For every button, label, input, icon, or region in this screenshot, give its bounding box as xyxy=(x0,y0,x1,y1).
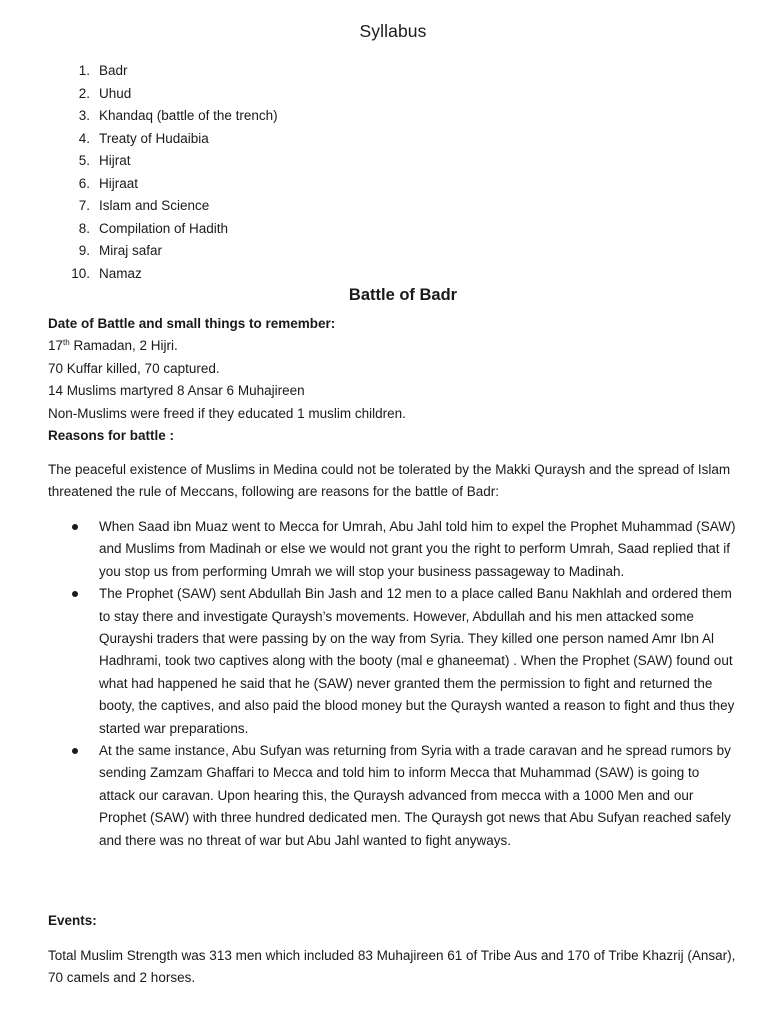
list-number: 5. xyxy=(78,153,90,168)
list-item-text: Uhud xyxy=(99,85,132,101)
list-item xyxy=(60,83,278,106)
list-item xyxy=(48,583,738,740)
fact-date xyxy=(48,335,738,357)
fact-casualties: 70 Kuffar killed, 70 captured. xyxy=(48,360,220,376)
list-item-text: Treaty of Hudaibia xyxy=(99,130,209,146)
list-number: 10. xyxy=(71,265,90,281)
list-number: 9. xyxy=(78,243,90,258)
list-item-text: Hijraat xyxy=(99,175,139,191)
facts-block xyxy=(48,313,738,447)
bullet-text: At the same instance, Abu Sufyan was returning from Syria with a trade caravan and he spread rumors by sending Zamzam Ghaffari to Mecca and told him to inform Mecca that Muhammad (SAW) is going to attack our caravan. Upon hearing this, the Quraysh advanced from mecca with a 1000 Men and our Prophet (SAW) with three hundred dedicated men. The Quraysh got news that Abu Sufyan reached safely and there was no threat of war but Abu Jahl wanted to fight anyways. xyxy=(99,743,731,848)
fact-date-rest: Ramadan, 2 Hijri. xyxy=(69,338,178,354)
list-item xyxy=(60,105,278,128)
bullet-icon xyxy=(72,748,78,754)
facts-heading: Date of Battle and small things to remember: xyxy=(48,316,336,331)
list-item xyxy=(60,263,278,286)
list-item xyxy=(60,150,278,173)
list-number: 7. xyxy=(78,198,90,213)
events-paragraph: Total Muslim Strength was 313 men which included 83 Muhajireen 61 of Tribe Aus and 170 of Tribe Khazrij (Ansar), 70 camels and 2 horses. xyxy=(48,948,736,986)
reasons-list xyxy=(48,516,738,852)
list-number: 1. xyxy=(78,63,90,78)
list-number: 8. xyxy=(78,220,90,236)
reasons-heading: Reasons for battle : xyxy=(48,428,175,444)
syllabus-list xyxy=(60,60,278,285)
bullet-icon xyxy=(72,591,78,597)
list-item-text: Hijrat xyxy=(99,153,131,168)
list-item xyxy=(48,516,738,583)
fact-date-suffix: th xyxy=(63,338,70,348)
section-title: Battle of Badr xyxy=(348,286,458,304)
list-item-text: Khandaq (battle of the trench) xyxy=(99,108,278,123)
list-item-text: Miraj safar xyxy=(99,243,163,258)
list-item xyxy=(60,128,278,151)
document-title: Syllabus xyxy=(359,21,427,41)
fact-prisoners: Non-Muslims were freed if they educated 1 muslim children. xyxy=(48,405,406,421)
list-item xyxy=(60,173,278,196)
events-heading: Events: xyxy=(48,913,97,928)
bullet-icon xyxy=(72,524,78,530)
list-item xyxy=(60,195,278,218)
intro-paragraph: The peaceful existence of Muslims in Medina could not be tolerated by the Makki Quraysh and the spread of Islam threatened the rule of Meccans, following are reasons for the battle of Badr: xyxy=(48,462,731,500)
list-item-text: Compilation of Hadith xyxy=(99,220,229,236)
fact-martyrs: 14 Muslims martyred 8 Ansar 6 Muhajireen xyxy=(48,383,305,399)
list-item xyxy=(60,60,278,83)
list-item-text: Badr xyxy=(99,63,128,78)
bullet-text: The Prophet (SAW) sent Abdullah Bin Jash and 12 men to a place called Banu Nakhlah and ordered them to stay there and investigate Quraysh’s movements. However, Abdullah and his men attacked some Qurayshi traders that were passing by on the way from Syria. They killed one person named Amr Ibn Al Hadhrami, took two captives along with the booty (mal e ghaneemat) . When the Prophet (SAW) found out what had happened he said that he (SAW) never granted them the permission to fight and returned the booty, the captives, and also paid the blood money but the Quraysh wanted a reason to fight and thus they started war preparations. xyxy=(99,586,735,736)
list-number: 2. xyxy=(78,85,90,101)
list-number: 3. xyxy=(78,108,90,123)
list-item xyxy=(48,740,738,852)
list-number: 4. xyxy=(78,130,90,146)
fact-date-day: 17 xyxy=(48,338,64,354)
list-item-text: Islam and Science xyxy=(99,198,210,213)
list-item-text: Namaz xyxy=(99,265,142,281)
list-item xyxy=(60,240,278,263)
bullet-text: When Saad ibn Muaz went to Mecca for Umrah, Abu Jahl told him to expel the Prophet Muhammad (SAW) and Muslims from Madinah or else we would not grant you the right to perform Umrah, Saad replied that if you stop us from performing Umrah we will stop your business passageway to Madinah. xyxy=(99,519,736,579)
list-number: 6. xyxy=(78,175,90,191)
list-item xyxy=(60,218,278,241)
